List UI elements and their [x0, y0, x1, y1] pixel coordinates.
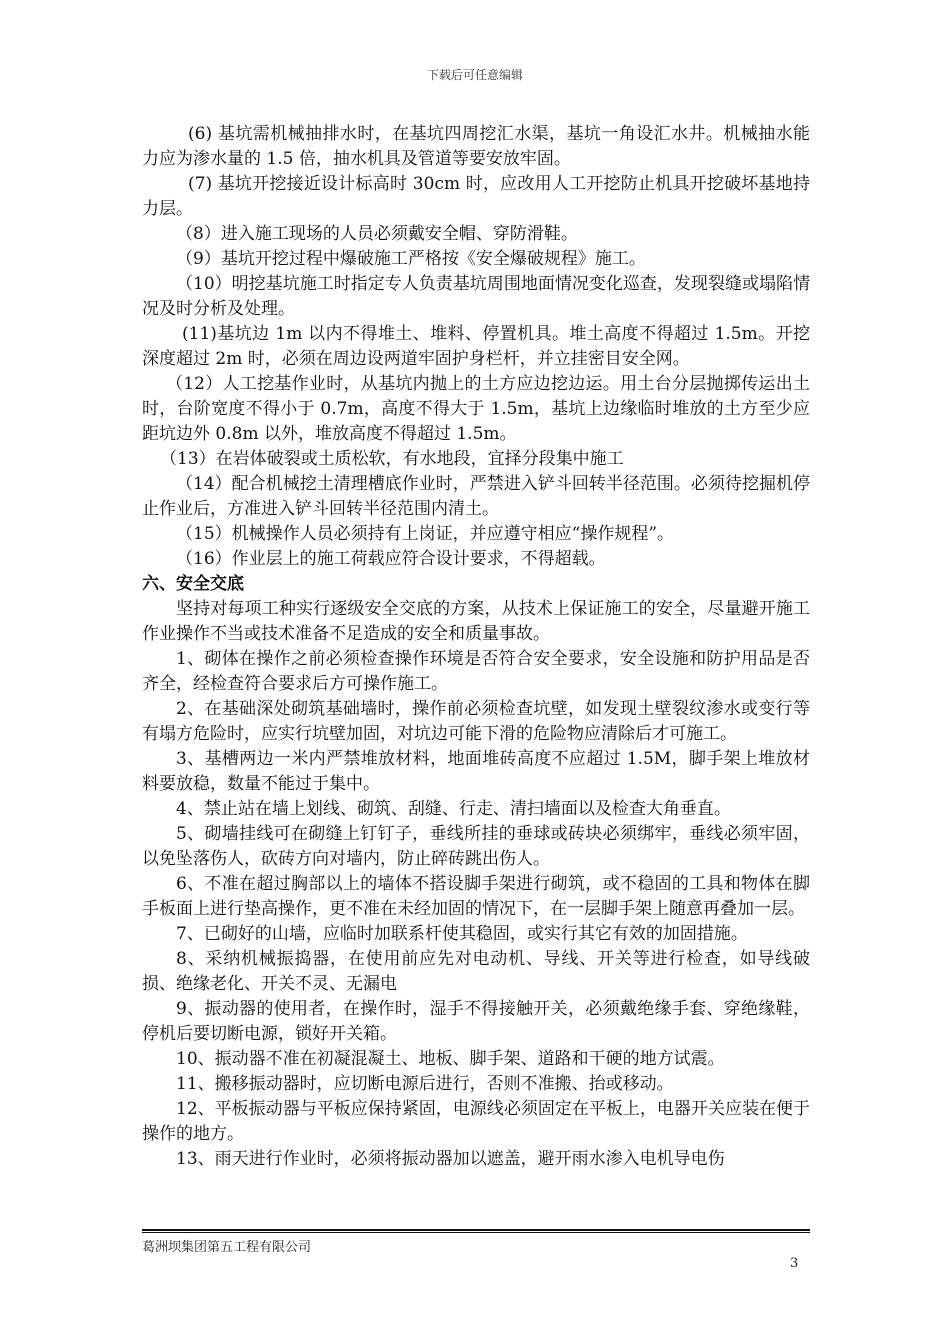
page-number: 3: [790, 1256, 799, 1271]
paragraph-item-14: （14）配合机械挖土清理槽底作业时，严禁进入铲斗回转半径范围。必须待挖掘机停止作业后，方准进入铲斗回转半径范围内清土。: [142, 474, 810, 519]
safety-item-12: 12、平板振动器与平板应保持紧固，电源线必须固定在平板上，电器开关应装在便于操作的地方。: [142, 1099, 810, 1144]
safety-item-2: 2、在基础深处砌筑基础墙时，操作前必须检查坑壁，如发现土壁裂纹渗水或变行等有塌方危险时，应实行坑壁加固，对坑边可能下滑的危险物应清除后才可施工。: [142, 699, 810, 744]
paragraph-item-7: (7) 基坑开挖接近设计标高时 30cm 时，应改用人工开挖防止机具开挖破坏基地持力层。: [142, 174, 810, 219]
section-intro: 坚持对每项工种实行逐级安全交底的方案，从技术上保证施工的安全，尽量避开施工作业操作不当或技术准备不足造成的安全和质量事故。: [142, 599, 810, 644]
footer-company: 葛洲坝集团第五工程有限公司: [142, 1240, 312, 1255]
paragraph-item-8: （8）进入施工现场的人员必须戴安全帽、穿防滑鞋。: [176, 224, 578, 244]
safety-item-6: 6、不准在超过胸部以上的墙体不搭设脚手架进行砌筑，或不稳固的工具和物体在脚手板面上进行垫高操作，更不准在未经加固的情况下，在一层脚手架上随意再叠加一层。: [142, 874, 810, 919]
safety-item-10: 10、振动器不准在初凝混凝土、地板、脚手架、道路和干硬的地方试震。: [176, 1049, 725, 1069]
paragraph-item-11: (11)基坑边 1m 以内不得堆土、堆料、停置机具。堆土高度不得超过 1.5m。开挖深度超过 2m 时，必须在周边设两道牢固护身栏杆，并立挂密目安全网。: [142, 324, 810, 369]
footer-divider: [142, 1229, 810, 1233]
safety-item-13: 13、雨天进行作业时，必须将振动器加以遮盖，避开雨水渗入电机导电伤: [176, 1149, 725, 1169]
paragraph-item-10: （10）明挖基坑施工时指定专人负责基坑周围地面情况变化巡查，发现裂缝或塌陷情况及时分析及处理。: [142, 274, 810, 319]
paragraph-item-6: (6) 基坑需机械抽排水时，在基坑四周挖汇水渠，基坑一角设汇水井。机械抽水能力应为渗水量的 1.5 倍，抽水机具及管道等要安放牢固。: [142, 124, 810, 169]
section-heading: 六、安全交底: [142, 574, 244, 594]
paragraph-item-16: （16）作业层上的施工荷载应符合设计要求，不得超载。: [176, 549, 606, 569]
safety-item-1: 1、砌体在操作之前必须检查操作环境是否符合安全要求，安全设施和防护用品是否齐全，经检查符合要求后方可操作施工。: [142, 649, 810, 694]
safety-item-7: 7、已砌好的山墙，应临时加联系杆使其稳固，或实行其它有效的加固措施。: [176, 924, 748, 944]
paragraph-item-9: （9）基坑开挖过程中爆破施工严格按《安全爆破规程》施工。: [176, 249, 646, 269]
header-note: 下载后可任意编辑: [426, 68, 523, 82]
safety-item-9: 9、振动器的使用者，在操作时，湿手不得接触开关，必须戴绝缘手套、穿绝缘鞋，停机后要切断电源，锁好开关箱。: [142, 999, 810, 1044]
paragraph-item-12: （12）人工挖基作业时，从基坑内抛上的土方应边挖边运。用土台分层抛掷传运出土时，台阶宽度不得小于 0.7m，高度不得大于 1.5m，基坑上边缘临时堆放的土方至少应距坑边外 0.8m 以外，堆放高度不得超过 1.5m。: [142, 374, 810, 444]
safety-item-5: 5、砌墙挂线可在砌缝上钉钉子，垂线所挂的垂球或砖块必须绑牢，垂线必须牢固，以免坠落伤人，砍砖方向对墙内，防止碎砖跳出伤人。: [142, 824, 810, 869]
safety-item-8: 8、采纳机械振捣器，在使用前应先对电动机、导线、开关等进行检查，如导线破损、绝缘老化、开关不灵、无漏电: [142, 949, 810, 994]
document-body: [142, 122, 810, 1172]
paragraph-item-13: （13）在岩体破裂或土质松软，有水地段，宜择分段集中施工: [160, 449, 624, 469]
safety-item-4: 4、禁止站在墙上划线、砌筑、刮缝、行走、清扫墙面以及检查大角垂直。: [176, 799, 731, 819]
paragraph-item-15: （15）机械操作人员必须持有上岗证，并应遵守相应“操作规程”。: [176, 524, 675, 544]
safety-item-11: 11、搬移振动器时，应切断电源后进行，否则不准搬、抬或移动。: [176, 1074, 674, 1094]
safety-item-3: 3、基槽两边一米内严禁堆放材料，地面堆砖高度不应超过 1.5M，脚手架上堆放材料要放稳，数量不能过于集中。: [142, 749, 810, 794]
